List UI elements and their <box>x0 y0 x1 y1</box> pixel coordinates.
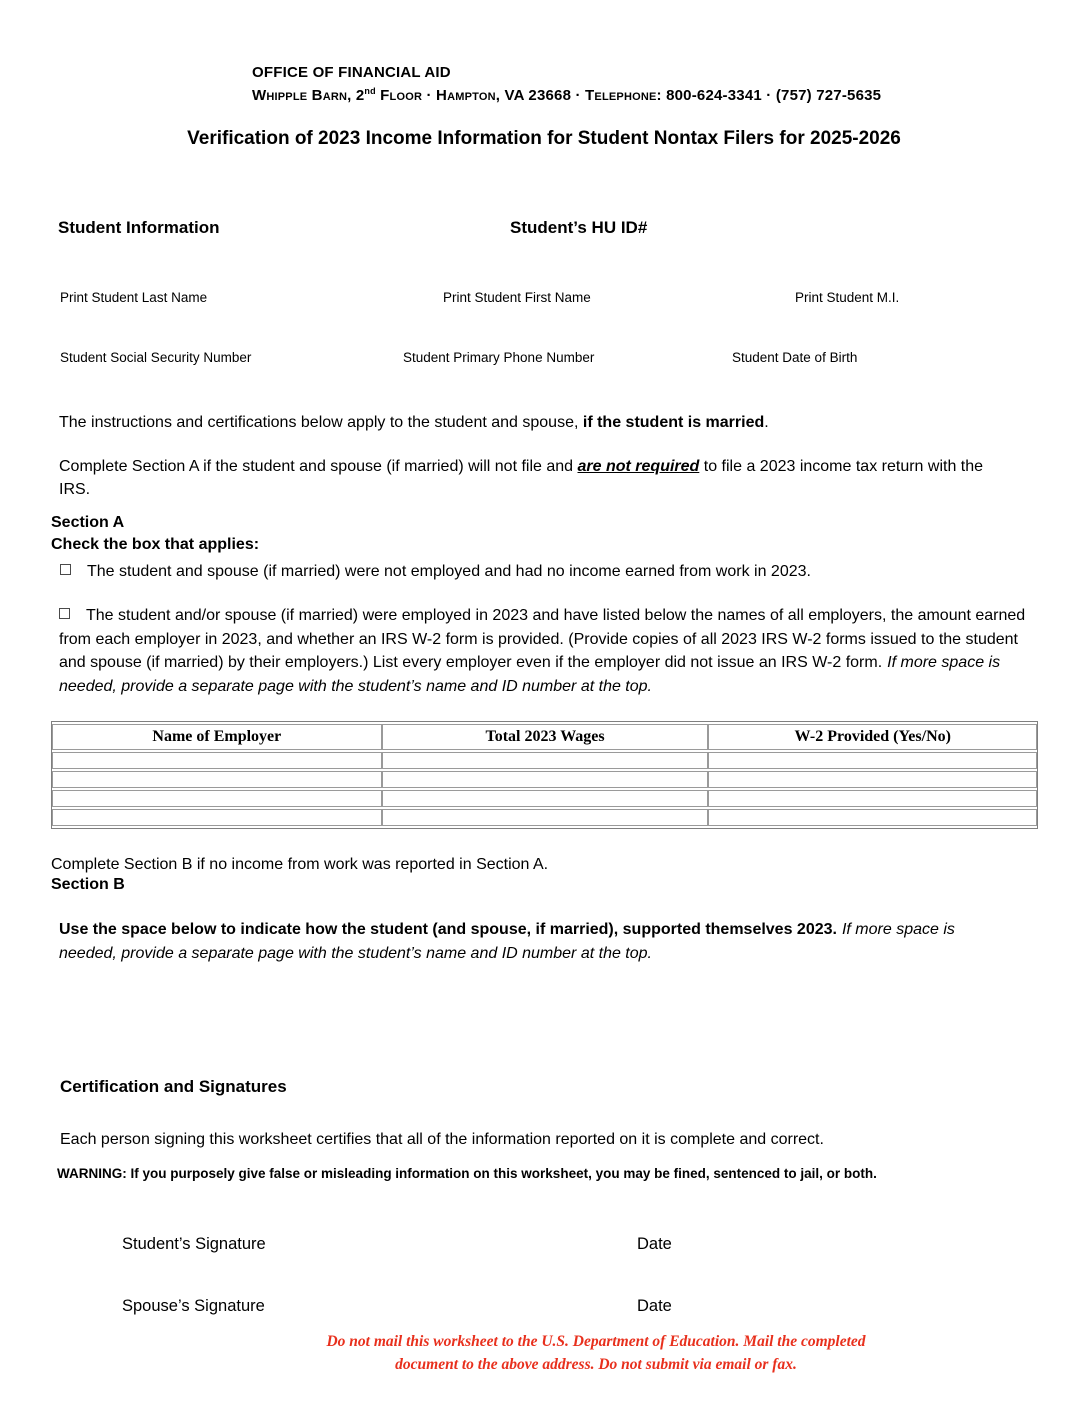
spouse-signature-label: Spouse’s Signature <box>122 1297 265 1315</box>
spouse-signature-date-label: Date <box>637 1297 672 1315</box>
table-row <box>52 809 1037 826</box>
warning-text: WARNING: If you purposely give false or misleading information on this worksheet, you may be fined, sentenced to jail, or both. <box>57 1166 877 1181</box>
cell-w2[interactable] <box>708 809 1037 826</box>
checkbox-not-employed[interactable] <box>60 564 71 575</box>
checkbox-employed[interactable] <box>59 608 70 619</box>
section-b-heading: Section B <box>51 876 125 893</box>
cell-employer[interactable] <box>52 771 382 788</box>
section-b-intro: Complete Section B if no income from work was reported in Section A. <box>51 856 549 873</box>
section-b-instruction-bold: Use the space below to indicate how the student (and spouse, if married), supported themselves 2023. <box>59 921 837 938</box>
cell-wages[interactable] <box>382 790 709 807</box>
cell-wages[interactable] <box>382 771 709 788</box>
cell-w2[interactable] <box>708 790 1037 807</box>
certification-statement: Each person signing this worksheet certifies that all of the information reported on it is complete and correct. <box>60 1131 824 1148</box>
col-header-wages: Total 2023 Wages <box>382 724 709 750</box>
cell-wages[interactable] <box>382 752 709 769</box>
student-information-heading: Student Information <box>58 218 220 237</box>
intro-paragraph-1 <box>59 411 1019 434</box>
page-title: Verification of 2023 Income Information for Student Nontax Filers for 2025-2026 <box>187 128 901 149</box>
employer-table <box>51 721 1038 829</box>
intro-p2-end: to file a 2023 income tax return with the IRS. <box>59 458 984 498</box>
option-not-employed <box>60 560 1050 584</box>
mailing-notice: Do not mail this worksheet to the U.S. Department of Education. Mail the completed document to the above address. Do not submit via email or fax. <box>326 1333 866 1373</box>
office-address <box>252 86 881 104</box>
address-part1: Whipple Barn, 2 <box>252 87 365 104</box>
col-header-w2: W-2 Provided (Yes/No) <box>708 724 1037 750</box>
intro-p2-emphasis: are not required <box>577 458 700 475</box>
address-superscript: nd <box>364 86 376 96</box>
section-a-subheading: Check the box that applies: <box>51 536 260 553</box>
option-employed-text: The student and/or spouse (if married) were employed in 2023 and have listed below the names of all employers, the amount earned from each employer in 2023, and whether an IRS W-2 form is provided. (Provide copies of all 2023 IRS W-2 forms issued to the student and spouse (if married) by their employers.) List every employer even if the employer did not issue an IRS W-2 form. <box>59 607 1026 671</box>
section-b-instruction-italic: If more space is needed, provide a separate page with the student’s name and ID number at the top. <box>59 921 955 962</box>
label-dob: Student Date of Birth <box>732 350 858 365</box>
table-row <box>52 790 1037 807</box>
address-part2: Floor · Hampton, VA 23668 · Telephone: 800-624-3341 · (757) 727-5635 <box>375 87 882 104</box>
label-phone: Student Primary Phone Number <box>403 350 595 365</box>
cell-employer[interactable] <box>52 752 382 769</box>
label-first-name: Print Student First Name <box>443 290 591 305</box>
label-ssn: Student Social Security Number <box>60 350 252 365</box>
cell-w2[interactable] <box>708 752 1037 769</box>
intro-p1-text: The instructions and certifications below apply to the student and spouse, <box>59 414 583 431</box>
table-row <box>52 771 1037 788</box>
cell-employer[interactable] <box>52 790 382 807</box>
certification-heading: Certification and Signatures <box>60 1077 287 1096</box>
student-signature-label: Student’s Signature <box>122 1235 266 1253</box>
cell-employer[interactable] <box>52 809 382 826</box>
cell-wages[interactable] <box>382 809 709 826</box>
student-signature-date-label: Date <box>637 1235 672 1253</box>
intro-p1-bold: if the student is married <box>582 414 765 431</box>
intro-p2-text: Complete Section A if the student and spouse (if married) will not file and <box>59 458 578 475</box>
section-a-heading: Section A <box>51 514 125 531</box>
cell-w2[interactable] <box>708 771 1037 788</box>
intro-paragraph-2 <box>59 455 994 501</box>
table-row <box>52 752 1037 769</box>
option-employed-note: If more space is needed, provide a separate page with the student’s name and ID number at the top. <box>59 654 1001 695</box>
col-header-employer: Name of Employer <box>52 724 382 750</box>
label-last-name: Print Student Last Name <box>60 290 208 305</box>
option-not-employed-text: The student and spouse (if married) were not employed and had no income earned from work in 2023. <box>87 563 811 580</box>
office-name: OFFICE OF FINANCIAL AID <box>252 64 451 81</box>
student-hu-id-label: Student’s HU ID# <box>510 218 648 237</box>
label-middle-initial: Print Student M.I. <box>795 290 900 305</box>
option-employed <box>59 604 1044 698</box>
section-b-instruction <box>59 918 1009 966</box>
intro-p1-period: . <box>764 414 769 431</box>
employer-table-header-row <box>52 724 1037 750</box>
